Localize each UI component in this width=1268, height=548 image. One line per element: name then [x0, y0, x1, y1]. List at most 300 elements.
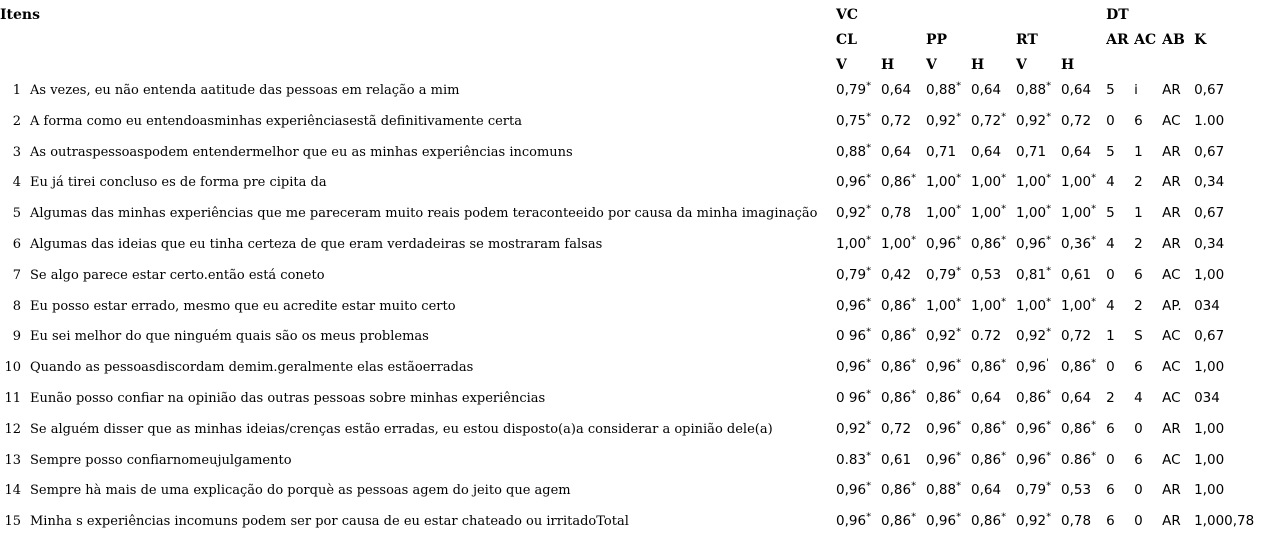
cl-h-value — [881, 144, 926, 175]
cl-v-value — [836, 298, 881, 329]
significance-mark: * — [956, 388, 962, 400]
coefficient: 0,61 — [881, 451, 912, 468]
cl-v-value — [836, 267, 881, 298]
item-text: Eunão posso confiar na opinião das outras pessoas sobre minhas experiências — [30, 390, 546, 406]
rt-v-value — [1016, 82, 1061, 113]
cl-v-value — [836, 513, 881, 544]
cl-v-value — [836, 421, 881, 452]
ar-value: 0 — [1106, 266, 1115, 283]
ar-value: 2 — [1106, 389, 1115, 406]
rt-h-value — [1061, 205, 1106, 236]
col-header-rt-v: V — [1016, 57, 1027, 73]
rt-v-value — [1016, 298, 1061, 329]
ab-value: AC — [1162, 451, 1181, 468]
significance-mark: * — [866, 142, 872, 154]
rt-h-value — [1061, 359, 1106, 390]
coefficient: 0,86 — [971, 451, 1002, 468]
coefficient: 1,00 — [971, 205, 1002, 222]
table-row — [0, 174, 1268, 205]
significance-mark: * — [956, 265, 962, 277]
coefficient: 0,86 — [881, 513, 912, 530]
significance-mark: * — [866, 326, 872, 338]
significance-mark: * — [956, 234, 962, 246]
ab-value: AR — [1162, 174, 1181, 191]
table-row — [0, 421, 1268, 452]
coefficient: 0,92 — [1016, 112, 1047, 129]
ab-value: AR — [1162, 205, 1181, 222]
significance-mark: * — [866, 172, 872, 184]
k-value: 0,67 — [1194, 143, 1225, 160]
col-group-vc: VC — [836, 7, 859, 23]
k-value: 0,67 — [1194, 82, 1225, 98]
coefficient: 0,88 — [926, 482, 957, 499]
rt-h-value — [1061, 298, 1106, 329]
coefficient: 0,53 — [1061, 482, 1092, 499]
coefficient: 0,88 — [836, 143, 867, 160]
significance-mark: * — [911, 172, 917, 184]
k-value: 034 — [1194, 389, 1220, 406]
coefficient: 0,72 — [1061, 328, 1092, 345]
cl-h-value — [881, 390, 926, 421]
rt-v-value — [1016, 174, 1061, 205]
rt-h-value — [1061, 452, 1106, 483]
coefficient: 1,00 — [971, 297, 1002, 314]
item-text: As vezes, eu não entenda aatitude das pessoas em relação a mim — [30, 83, 460, 98]
cl-v-value — [836, 328, 881, 359]
coefficient: 0.72 — [971, 328, 1002, 345]
significance-mark: * — [956, 480, 962, 492]
item-text: As outraspessoaspodem entendermelhor que eu as minhas experiências incomuns — [30, 144, 573, 160]
significance-mark: * — [1046, 326, 1052, 338]
cl-v-value — [836, 144, 881, 175]
significance-mark: * — [956, 357, 962, 369]
pp-h-value — [971, 236, 1016, 267]
coefficient: 0,64 — [1061, 389, 1092, 406]
significance-mark: * — [866, 265, 872, 277]
cl-v-value — [836, 82, 881, 113]
pp-v-value — [926, 267, 971, 298]
cl-h-value — [881, 174, 926, 205]
coefficient: 0,96 — [1016, 420, 1047, 437]
col-header-ar: AR — [1106, 32, 1129, 48]
significance-mark: * — [866, 111, 872, 123]
pp-h-value — [971, 452, 1016, 483]
pp-v-value — [926, 205, 971, 236]
rt-v-value — [1016, 452, 1061, 483]
pp-v-value — [926, 513, 971, 544]
coefficient: 0,86 — [971, 235, 1002, 252]
ab-value: AC — [1162, 266, 1181, 283]
coefficient: 0,42 — [881, 266, 912, 283]
coefficient: 0,86 — [971, 359, 1002, 376]
significance-mark: * — [1046, 419, 1052, 431]
pp-v-value — [926, 328, 971, 359]
rt-h-value — [1061, 267, 1106, 298]
coefficient: 0,96 — [926, 420, 957, 437]
col-group-pp: PP — [926, 32, 948, 48]
ar-value: 4 — [1106, 174, 1115, 191]
pp-v-value — [926, 452, 971, 483]
pp-v-value — [926, 236, 971, 267]
significance-mark: * — [911, 357, 917, 369]
table-row — [0, 328, 1268, 359]
k-value: 1.00 — [1194, 112, 1225, 129]
coefficient: 0,92 — [836, 205, 867, 222]
coefficient: 0,96 — [836, 359, 867, 376]
item-number: 4 — [12, 175, 21, 191]
col-header-pp-h: H — [971, 57, 985, 73]
item-number: 12 — [4, 421, 21, 437]
significance-mark: * — [1046, 80, 1052, 92]
cl-v-value — [836, 236, 881, 267]
pp-v-value — [926, 113, 971, 144]
ac-value: 2 — [1134, 235, 1143, 252]
ar-value: 6 — [1106, 482, 1115, 499]
coefficient: 0,86 — [881, 482, 912, 499]
cl-h-value — [881, 482, 926, 513]
coefficient: 0,75 — [836, 112, 867, 129]
coefficient: 0,36 — [1061, 235, 1092, 252]
item-text: Se algo parece estar certo.então está coneto — [30, 267, 325, 283]
coefficient: 0,96 — [1016, 235, 1047, 252]
significance-mark: * — [1046, 480, 1052, 492]
significance-mark: * — [956, 172, 962, 184]
col-group-cl: CL — [836, 32, 858, 48]
ab-value: AR — [1162, 143, 1181, 160]
significance-mark: * — [1046, 450, 1052, 462]
significance-mark: * — [1091, 172, 1097, 184]
table-row — [0, 452, 1268, 483]
significance-mark: * — [956, 203, 962, 215]
cl-h-value — [881, 421, 926, 452]
item-text: Eu sei melhor do que ninguém quais são os meus problemas — [30, 329, 429, 345]
ab-value: AR — [1162, 482, 1181, 499]
table-row — [0, 359, 1268, 390]
k-value: 1,00 — [1194, 451, 1225, 468]
ar-value: 5 — [1106, 205, 1115, 222]
significance-mark: * — [1001, 357, 1007, 369]
col-header-rt-h: H — [1061, 57, 1075, 73]
rt-h-value — [1061, 390, 1106, 421]
significance-mark: * — [911, 388, 917, 400]
ab-value: AR — [1162, 513, 1181, 530]
cl-h-value — [881, 267, 926, 298]
significance-mark: * — [911, 511, 917, 523]
coefficient: 0,92 — [926, 328, 957, 345]
pp-h-value — [971, 82, 1016, 113]
pp-h-value — [971, 298, 1016, 329]
coefficient: 0,96 — [836, 482, 867, 499]
coefficient: 1,00 — [881, 235, 912, 252]
k-value: 0,67 — [1194, 328, 1225, 345]
significance-mark: * — [911, 480, 917, 492]
col-header-k: K — [1194, 32, 1207, 48]
significance-mark: * — [956, 326, 962, 338]
ar-value: 0 — [1106, 451, 1115, 468]
header-spacer — [0, 57, 836, 82]
coefficient: 0,79 — [926, 266, 957, 283]
cl-v-value — [836, 452, 881, 483]
ab-value: AR — [1162, 235, 1181, 252]
pp-v-value — [926, 421, 971, 452]
item-number: 1 — [12, 83, 21, 98]
validity-table — [0, 7, 1268, 544]
ar-value: 1 — [1106, 328, 1115, 345]
item-text: Sempre posso confiarnomeujulgamento — [30, 452, 292, 468]
coefficient: 0,86 — [1016, 389, 1047, 406]
k-value: 1,00 — [1194, 266, 1225, 283]
coefficient: 0,86 — [926, 389, 957, 406]
item-number: 8 — [12, 298, 21, 314]
coefficient: 0,96 — [836, 174, 867, 191]
cl-v-value — [836, 205, 881, 236]
ar-value: 6 — [1106, 420, 1115, 437]
coefficient: 0 96 — [836, 328, 867, 345]
coefficient: 0,86 — [881, 359, 912, 376]
pp-h-value — [971, 421, 1016, 452]
significance-mark: * — [1001, 296, 1007, 308]
cl-v-value — [836, 359, 881, 390]
significance-mark: * — [866, 450, 872, 462]
item-text: Quando as pessoasdiscordam demim.geralmente elas estãoerradas — [30, 360, 474, 376]
significance-mark: * — [1001, 450, 1007, 462]
ac-value: S — [1134, 328, 1143, 345]
coefficient: 0,79 — [836, 82, 867, 98]
ab-value: AR — [1162, 82, 1181, 98]
coefficient: 0,64 — [1061, 143, 1092, 160]
significance-mark: * — [956, 80, 962, 92]
item-text: Se alguém disser que as minhas ideias/crenças estão erradas, eu estou disposto(a)a considerar a opinião dele(a) — [30, 421, 773, 437]
col-header-itens: Itens — [0, 7, 40, 23]
significance-mark: * — [866, 203, 872, 215]
col-header-cl-v: V — [836, 57, 847, 73]
col-header-cl-h: H — [881, 57, 895, 73]
k-value: 034 — [1194, 297, 1220, 314]
coefficient: 0,64 — [1061, 82, 1092, 98]
pp-h-value — [971, 113, 1016, 144]
item-number: 13 — [4, 452, 21, 468]
pp-h-value — [971, 482, 1016, 513]
item-text: A forma como eu entendoasminhas experiênciasestã definitivamente certa — [30, 113, 522, 129]
rt-v-value — [1016, 513, 1061, 544]
ar-value: 6 — [1106, 513, 1115, 530]
pp-v-value — [926, 174, 971, 205]
pp-v-value — [926, 359, 971, 390]
pp-h-value — [971, 328, 1016, 359]
coefficient: 0,92 — [1016, 328, 1047, 345]
item-number: 5 — [12, 206, 21, 222]
table-row — [0, 390, 1268, 421]
table-header — [0, 7, 1268, 82]
significance-mark: * — [1001, 203, 1007, 215]
cl-h-value — [881, 298, 926, 329]
significance-mark: * — [1001, 234, 1007, 246]
significance-mark: * — [1091, 203, 1097, 215]
significance-mark: * — [1091, 234, 1097, 246]
significance-mark: * — [911, 326, 917, 338]
ac-value: 6 — [1134, 266, 1143, 283]
ac-value: 6 — [1134, 359, 1143, 376]
col-group-rt: RT — [1016, 32, 1038, 48]
item-number: 2 — [12, 113, 21, 129]
coefficient: 1,00 — [1061, 297, 1092, 314]
coefficient: 0,71 — [926, 143, 957, 160]
k-value: 1,00 — [1194, 482, 1225, 499]
coefficient: 1,00 — [1016, 205, 1047, 222]
coefficient: 0.86 — [1061, 451, 1092, 468]
coefficient: 0,64 — [881, 82, 912, 98]
header-row-subgroups — [0, 32, 1268, 57]
table-row — [0, 236, 1268, 267]
table-row — [0, 82, 1268, 113]
rt-v-value — [1016, 359, 1061, 390]
significance-mark: * — [911, 296, 917, 308]
item-text: Algumas das minhas experiências que me pareceram muito reais podem teraconteeido por causa da minha imaginação — [30, 206, 818, 222]
coefficient: 0,53 — [971, 266, 1002, 283]
table-row — [0, 113, 1268, 144]
cl-h-value — [881, 205, 926, 236]
significance-mark: * — [956, 111, 962, 123]
ab-value: AC — [1162, 112, 1181, 129]
significance-mark: * — [956, 296, 962, 308]
table-row — [0, 144, 1268, 175]
rt-h-value — [1061, 113, 1106, 144]
significance-mark: * — [1091, 450, 1097, 462]
item-number: 7 — [12, 267, 21, 283]
rt-v-value — [1016, 390, 1061, 421]
header-spacer — [1106, 57, 1268, 82]
significance-mark: * — [956, 450, 962, 462]
rt-v-value — [1016, 144, 1061, 175]
k-value: 1,00 — [1194, 359, 1225, 376]
coefficient: 0,72 — [1061, 112, 1092, 129]
ac-value: i — [1134, 82, 1138, 98]
coefficient: 0,96 — [926, 359, 957, 376]
coefficient: 0,86 — [881, 328, 912, 345]
rt-h-value — [1061, 328, 1106, 359]
coefficient: 0,92 — [1016, 513, 1047, 530]
k-value: 0,34 — [1194, 235, 1225, 252]
coefficient: 0,86 — [971, 420, 1002, 437]
coefficient: 0,96 — [926, 451, 957, 468]
coefficient: 0,78 — [1061, 513, 1092, 530]
coefficient: 1,00 — [926, 205, 957, 222]
ab-value: AC — [1162, 389, 1181, 406]
pp-h-value — [971, 390, 1016, 421]
rt-v-value — [1016, 236, 1061, 267]
coefficient: 1,00 — [926, 297, 957, 314]
ar-value: 5 — [1106, 82, 1115, 98]
coefficient: 1,00 — [1016, 174, 1047, 191]
significance-mark: * — [1091, 357, 1097, 369]
pp-h-value — [971, 359, 1016, 390]
significance-mark: * — [866, 419, 872, 431]
coefficient: 0,86 — [881, 174, 912, 191]
ac-value: 1 — [1134, 143, 1143, 160]
pp-v-value — [926, 144, 971, 175]
table-row — [0, 298, 1268, 329]
pp-h-value — [971, 174, 1016, 205]
coefficient: 0,86 — [1061, 359, 1092, 376]
header-spacer — [0, 32, 836, 57]
coefficient: 0,64 — [971, 143, 1002, 160]
pp-h-value — [971, 144, 1016, 175]
cl-v-value — [836, 174, 881, 205]
significance-mark: * — [866, 296, 872, 308]
significance-mark: * — [866, 234, 872, 246]
ar-value: 0 — [1106, 359, 1115, 376]
item-number: 6 — [12, 236, 21, 252]
significance-mark: * — [1001, 111, 1007, 123]
header-row-groups — [0, 7, 1268, 32]
cl-h-value — [881, 82, 926, 113]
rt-v-value — [1016, 421, 1061, 452]
significance-mark: * — [1046, 388, 1052, 400]
significance-mark: * — [1001, 511, 1007, 523]
table-row — [0, 205, 1268, 236]
item-text: Sempre hà mais de uma explicação do porquè as pessoas agem do jeito que agem — [30, 483, 571, 499]
header-row-vh — [0, 57, 1268, 82]
significance-mark: * — [866, 388, 872, 400]
coefficient: 0,88 — [1016, 82, 1047, 98]
ac-value: 0 — [1134, 420, 1143, 437]
item-number: 14 — [4, 483, 21, 499]
item-number: 9 — [12, 329, 21, 345]
cl-h-value — [881, 236, 926, 267]
cl-h-value — [881, 513, 926, 544]
ac-value: 6 — [1134, 451, 1143, 468]
significance-mark: * — [1046, 265, 1052, 277]
ac-value: 0 — [1134, 482, 1143, 499]
significance-mark: * — [866, 480, 872, 492]
pp-h-value — [971, 205, 1016, 236]
item-text: Eu posso estar errado, mesmo que eu acredite estar muito certo — [30, 298, 456, 314]
coefficient: 0,96 — [836, 297, 867, 314]
significance-mark: * — [956, 511, 962, 523]
significance-mark: * — [1091, 296, 1097, 308]
rt-h-value — [1061, 82, 1106, 113]
significance-mark: * — [1046, 234, 1052, 246]
coefficient: 0,88 — [926, 82, 957, 98]
pp-v-value — [926, 298, 971, 329]
pp-v-value — [926, 390, 971, 421]
cl-h-value — [881, 113, 926, 144]
rt-h-value — [1061, 482, 1106, 513]
item-number: 15 — [4, 514, 21, 530]
ab-value: AR — [1162, 420, 1181, 437]
cl-v-value — [836, 113, 881, 144]
significance-mark: * — [1091, 419, 1097, 431]
significance-mark: * — [1046, 296, 1052, 308]
coefficient: 0,64 — [971, 482, 1002, 499]
coefficient: 0,64 — [971, 82, 1002, 98]
coefficient: 0,86 — [881, 297, 912, 314]
item-number: 11 — [4, 390, 21, 406]
significance-mark: * — [1001, 172, 1007, 184]
rt-v-value — [1016, 113, 1061, 144]
coefficient: 0,96 — [1016, 451, 1047, 468]
significance-mark: ' — [1046, 357, 1049, 369]
ac-value: 2 — [1134, 297, 1143, 314]
ac-value: 2 — [1134, 174, 1143, 191]
table-row — [0, 513, 1268, 544]
coefficient: 0,86 — [971, 513, 1002, 530]
table-body — [0, 82, 1268, 544]
significance-mark: * — [1046, 203, 1052, 215]
coefficient: 0,96 — [836, 513, 867, 530]
coefficient: 0,96 — [926, 235, 957, 252]
ar-value: 5 — [1106, 143, 1115, 160]
